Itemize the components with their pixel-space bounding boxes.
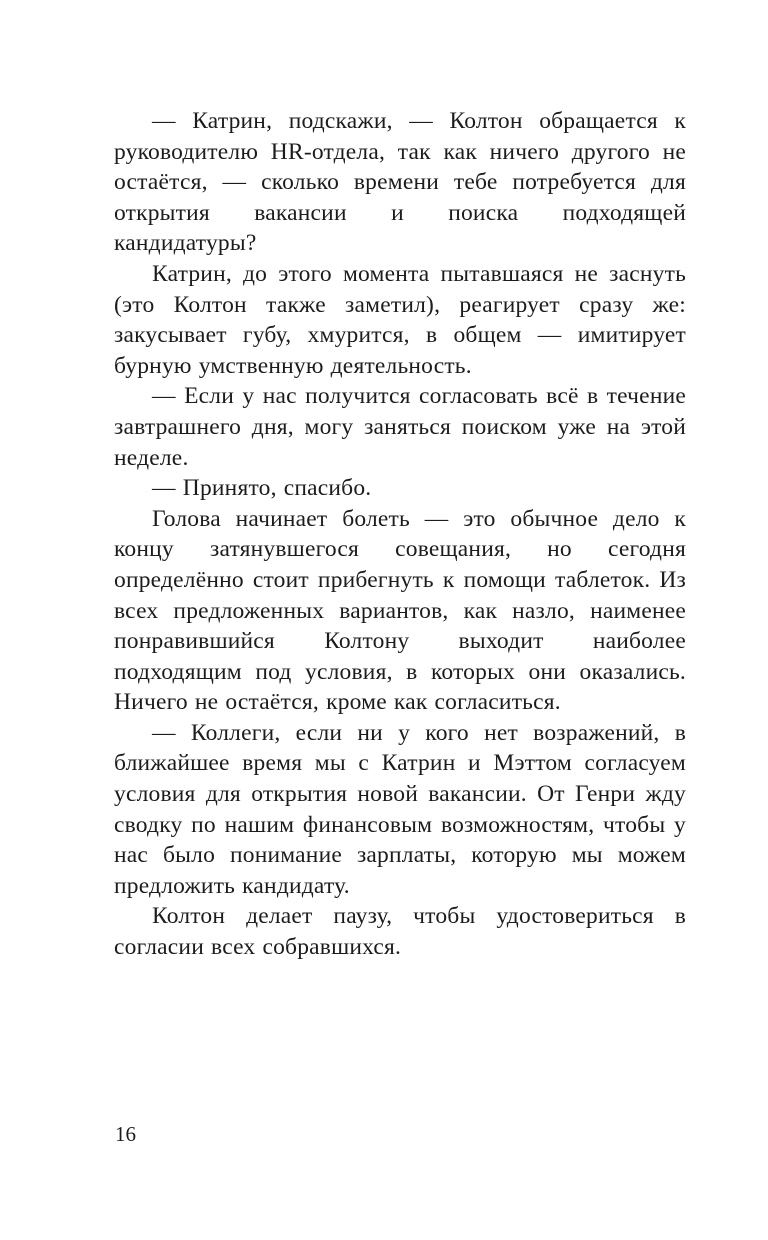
page-text-block: [114, 106, 686, 963]
paragraph-dialog-katrin-answer: — Если у нас получится согласовать всё в течение завтрашнего дня, могу заняться поиском уже на этой неделе.: [114, 383, 686, 471]
paragraph-headache: Голова начинает болеть — это обычное дело к концу затянувшегося совещания, но сегодня определённо стоит прибегнуть к помощи таблеток. Из всех предложенных вариантов, как назло, наименее понравившийся Колтону выходит наиболее подходящим под условия, в которых они оказались. Ничего не остаётся, кроме как согласиться.: [114, 505, 686, 716]
paragraph-colton-pause: Колтон делает паузу, чтобы удостовериться в согласии всех собравшихся.: [114, 903, 686, 961]
paragraph-dialog-colleagues: — Коллеги, если ни у кого нет возражений, в ближайшее время мы с Катрин и Мэттом согласуем условия для открытия новой вакансии. От Генри жду сводку по нашим финансовым возможностям, чтобы у нас было понимание зарплаты, которую мы можем предложить кандидату.: [114, 719, 686, 899]
page-number: 16: [115, 1122, 136, 1146]
paragraph-dialog-katrin-question: — Катрин, подскажи, — Колтон обращается к руководителю HR-отдела, так как ничего другого не остаётся, — сколько времени тебе потребуется для открытия вакансии и поиска подходящей кандидатуры?: [114, 108, 686, 257]
paragraph-dialog-accepted: — Принято, спасибо.: [152, 475, 372, 502]
paragraph-katrin-reaction: Катрин, до этого момента пытавшаяся не заснуть (это Колтон также заметил), реагирует сразу же: закусывает губу, хмурится, в общем — имитирует бурную умственную деятельность.: [114, 260, 686, 379]
